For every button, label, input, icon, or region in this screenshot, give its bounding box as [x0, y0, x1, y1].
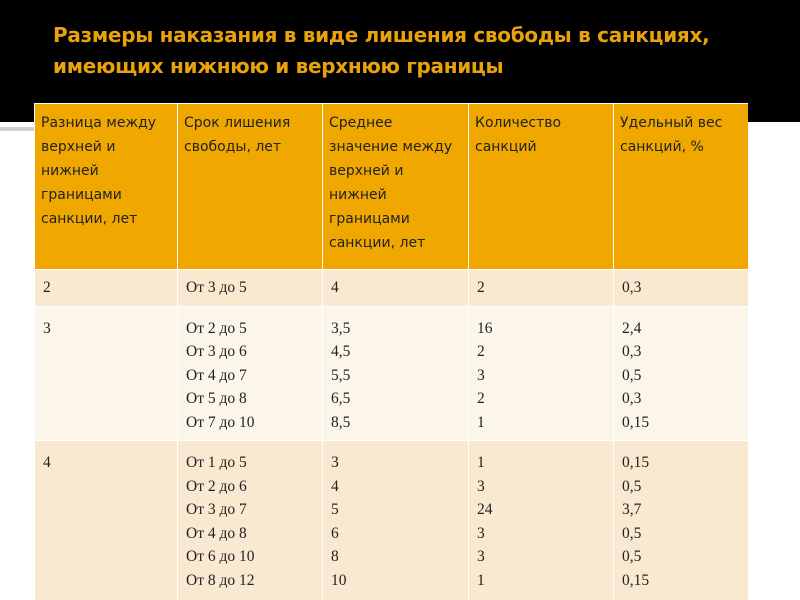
cell-difference: 4: [35, 441, 178, 600]
cell-line: 2,4: [622, 319, 642, 337]
cell-line: От 3 до 7: [186, 501, 247, 518]
cell-line: От 5 до 8: [186, 390, 247, 407]
cell-line: 5: [331, 501, 339, 518]
cell-line: 6,5: [331, 390, 351, 407]
cell-line: 0,5: [622, 548, 642, 565]
cell-line: 0,5: [622, 524, 642, 542]
cell-shares: [614, 270, 749, 307]
cell-line: 5,5: [331, 366, 351, 384]
cell-line: От 7 до 10: [186, 413, 255, 431]
cell-line: 0,3: [622, 343, 642, 360]
cell-line: 4: [331, 279, 339, 296]
table-row: [35, 441, 749, 600]
cell-terms: [178, 270, 323, 307]
cell-difference: 3: [35, 306, 178, 441]
table-row: [35, 270, 749, 307]
sanctions-table: [34, 103, 748, 600]
cell-line: 2: [477, 343, 485, 360]
cell-line: 6: [331, 524, 339, 542]
cell-terms: [178, 306, 323, 441]
cell-line: 3: [477, 524, 485, 542]
table-row: [35, 306, 749, 441]
cell-line: 24: [477, 501, 493, 518]
cell-line: 1: [477, 413, 485, 431]
cell-line: 1: [477, 571, 485, 589]
cell-line: 3: [477, 366, 485, 384]
cell-line: 3: [477, 548, 485, 565]
cell-shares: [614, 306, 749, 441]
cell-line: От 3 до 5: [186, 279, 247, 296]
cell-line: От 3 до 6: [186, 343, 247, 360]
cell-line: 8,5: [331, 413, 351, 431]
cell-line: 0,15: [622, 571, 650, 589]
cell-line: 3: [331, 454, 339, 471]
cell-line: 0,15: [622, 454, 650, 471]
cell-line: От 4 до 8: [186, 524, 247, 542]
slide-title: Размеры наказания в виде лишения свободы в санкциях, имеющих нижнюю и верхнюю границы: [53, 23, 710, 78]
cell-line: От 8 до 12: [186, 571, 255, 589]
cell-line: 3: [477, 477, 485, 495]
cell-counts: [469, 270, 614, 307]
cell-line: 1: [477, 454, 485, 471]
decorative-stripe: [0, 127, 34, 131]
cell-line: 3,7: [622, 501, 642, 518]
table-header-row: [35, 104, 749, 270]
cell-line: От 1 до 5: [186, 454, 247, 471]
cell-shares: [614, 441, 749, 600]
cell-line: От 4 до 7: [186, 366, 247, 384]
cell-line: 4: [331, 477, 339, 495]
cell-line: 2: [477, 279, 485, 296]
cell-averages: [323, 270, 469, 307]
cell-line: 0,15: [622, 413, 650, 431]
cell-line: 0,5: [622, 366, 642, 384]
cell-line: 0,3: [622, 279, 642, 296]
header-term: Срок лишения свободы, лет: [178, 104, 323, 270]
cell-averages: [323, 306, 469, 441]
cell-counts: [469, 441, 614, 600]
cell-line: 8: [331, 548, 339, 565]
cell-line: От 2 до 6: [186, 477, 247, 495]
cell-terms: [178, 441, 323, 600]
cell-line: 2: [477, 390, 485, 407]
cell-counts: [469, 306, 614, 441]
cell-line: 16: [477, 319, 493, 337]
cell-line: 0,3: [622, 390, 642, 407]
cell-line: 4,5: [331, 343, 351, 360]
header-count: Количество санкций: [469, 104, 614, 270]
cell-line: От 6 до 10: [186, 548, 255, 565]
cell-line: 3,5: [331, 319, 351, 337]
cell-averages: [323, 441, 469, 600]
header-share: Удельный вес санкций, %: [614, 104, 749, 270]
cell-line: 0,5: [622, 477, 642, 495]
header-average: Среднее значение между верхней и нижней границами санкции, лет: [323, 104, 469, 270]
cell-difference: 2: [35, 270, 178, 307]
header-difference: Разница между верхней и нижней границами санкции, лет: [35, 104, 178, 270]
cell-line: От 2 до 5: [186, 319, 247, 337]
cell-line: 10: [331, 571, 347, 589]
table-container: [34, 103, 748, 600]
